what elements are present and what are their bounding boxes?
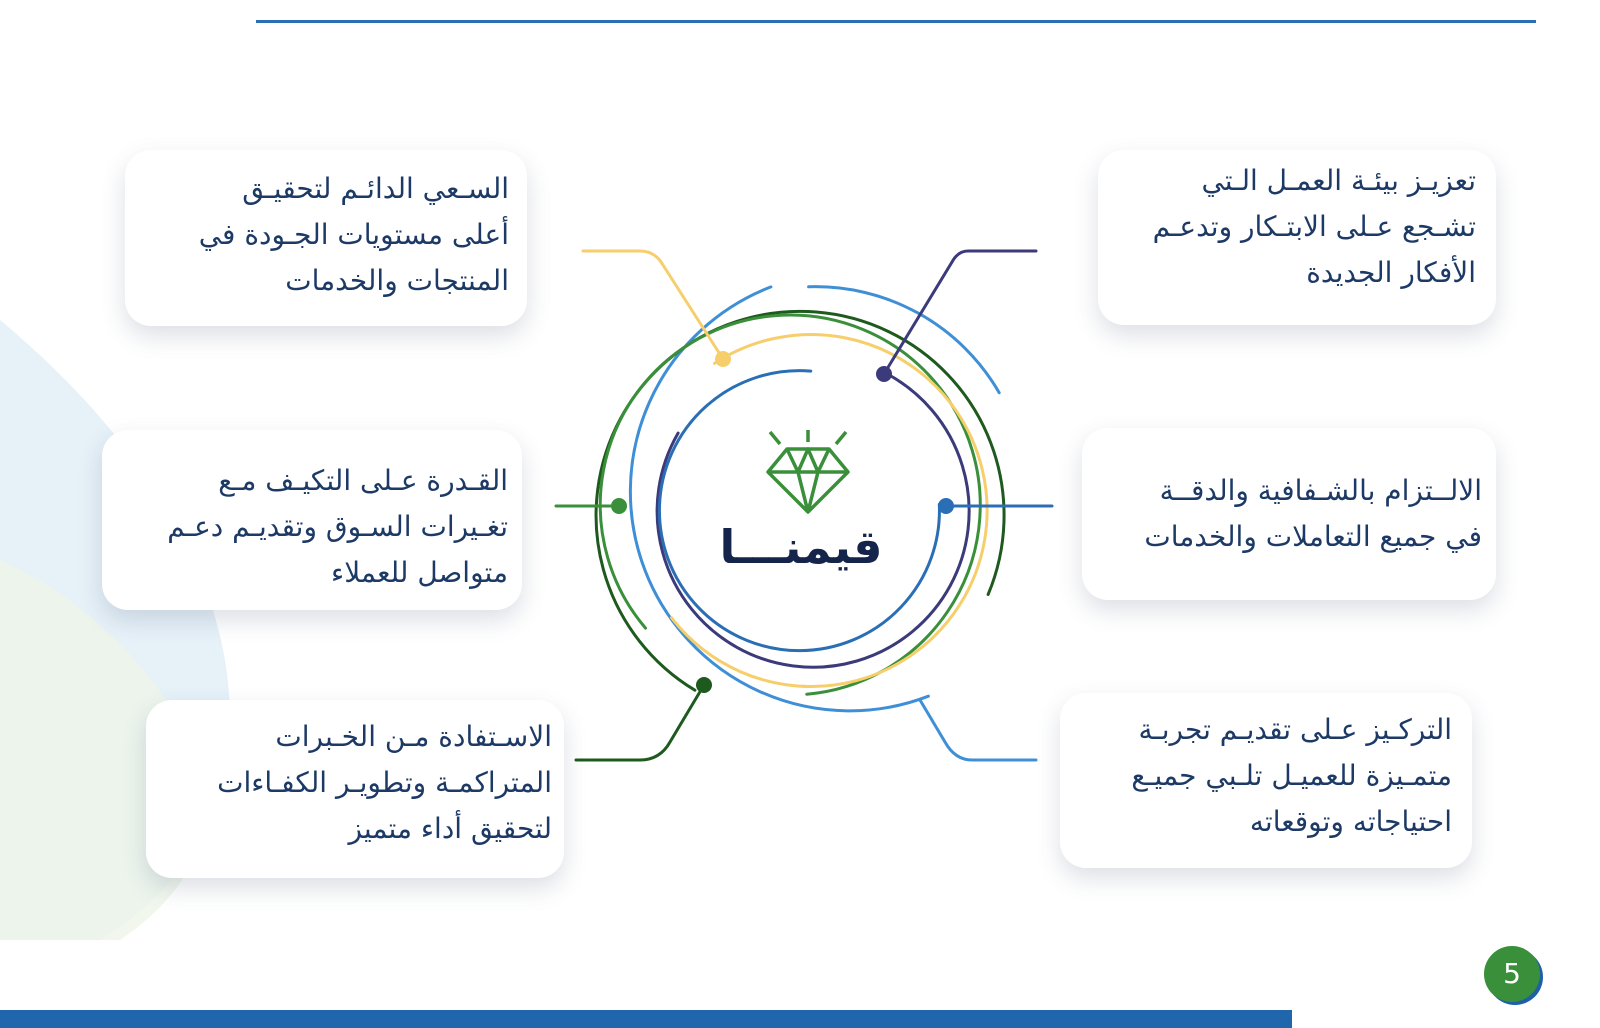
connector-top-left: [583, 251, 723, 359]
ring-inner-blue: [659, 371, 939, 651]
card-line: متمـيزة للعميـل تلـبي جميـع: [1131, 759, 1452, 792]
value-card-quality: [125, 150, 527, 326]
value-card-adaptability: [102, 430, 522, 610]
center-title: قيمنـــا: [719, 520, 883, 574]
card-line: في جميع التعاملات والخدمات: [1144, 520, 1482, 553]
card-line: متواصل للعملاء: [331, 556, 508, 589]
card-line: التركـيز عـلى تقديـم تجربـة: [1138, 713, 1452, 746]
value-card-transparency: [1082, 428, 1496, 600]
dot-yellow: [715, 351, 731, 367]
card-line: لتحقيق أداء متميز: [348, 812, 552, 845]
value-card-expertise: [146, 700, 564, 878]
value-card-customer-experience: [1060, 693, 1472, 868]
bottom-bar: [0, 1010, 1292, 1028]
value-card-innovation: [1098, 150, 1496, 325]
card-line: المنتجات والخدمات: [285, 264, 509, 297]
dot-dark-green: [696, 677, 712, 693]
dot-navy: [876, 366, 892, 382]
connector-bottom-right: [920, 700, 1036, 760]
card-line: المتراكمـة وتطويـر الكفـاءات: [217, 766, 552, 799]
card-line: القـدرة عـلى التكيـف مـع: [218, 464, 508, 497]
connector-bottom-left: [576, 685, 704, 760]
dot-green: [611, 498, 627, 514]
card-line: السـعي الدائـم لتحقيـق: [242, 172, 509, 205]
card-line: احتياجاته وتوقعاته: [1249, 805, 1452, 838]
diamond-icon: [768, 430, 848, 512]
card-line: الاسـتفادة مـن الخـبرات: [275, 720, 552, 753]
card-line: تعزيـز بيئـة العمـل الـتي: [1201, 164, 1476, 197]
card-line: الالــتزام بالشـفافية والدقــة: [1159, 474, 1482, 507]
dot-blue: [938, 498, 954, 514]
card-line: أعلى مستويات الجـودة في: [198, 218, 509, 251]
page-number-badge: 5: [1484, 946, 1540, 1002]
card-line: الأفكار الجديدة: [1306, 256, 1476, 289]
card-line: تشـجع عـلى الابتـكار وتدعـم: [1152, 210, 1476, 243]
card-line: تغـيرات السـوق وتقديـم دعـم: [167, 510, 508, 543]
